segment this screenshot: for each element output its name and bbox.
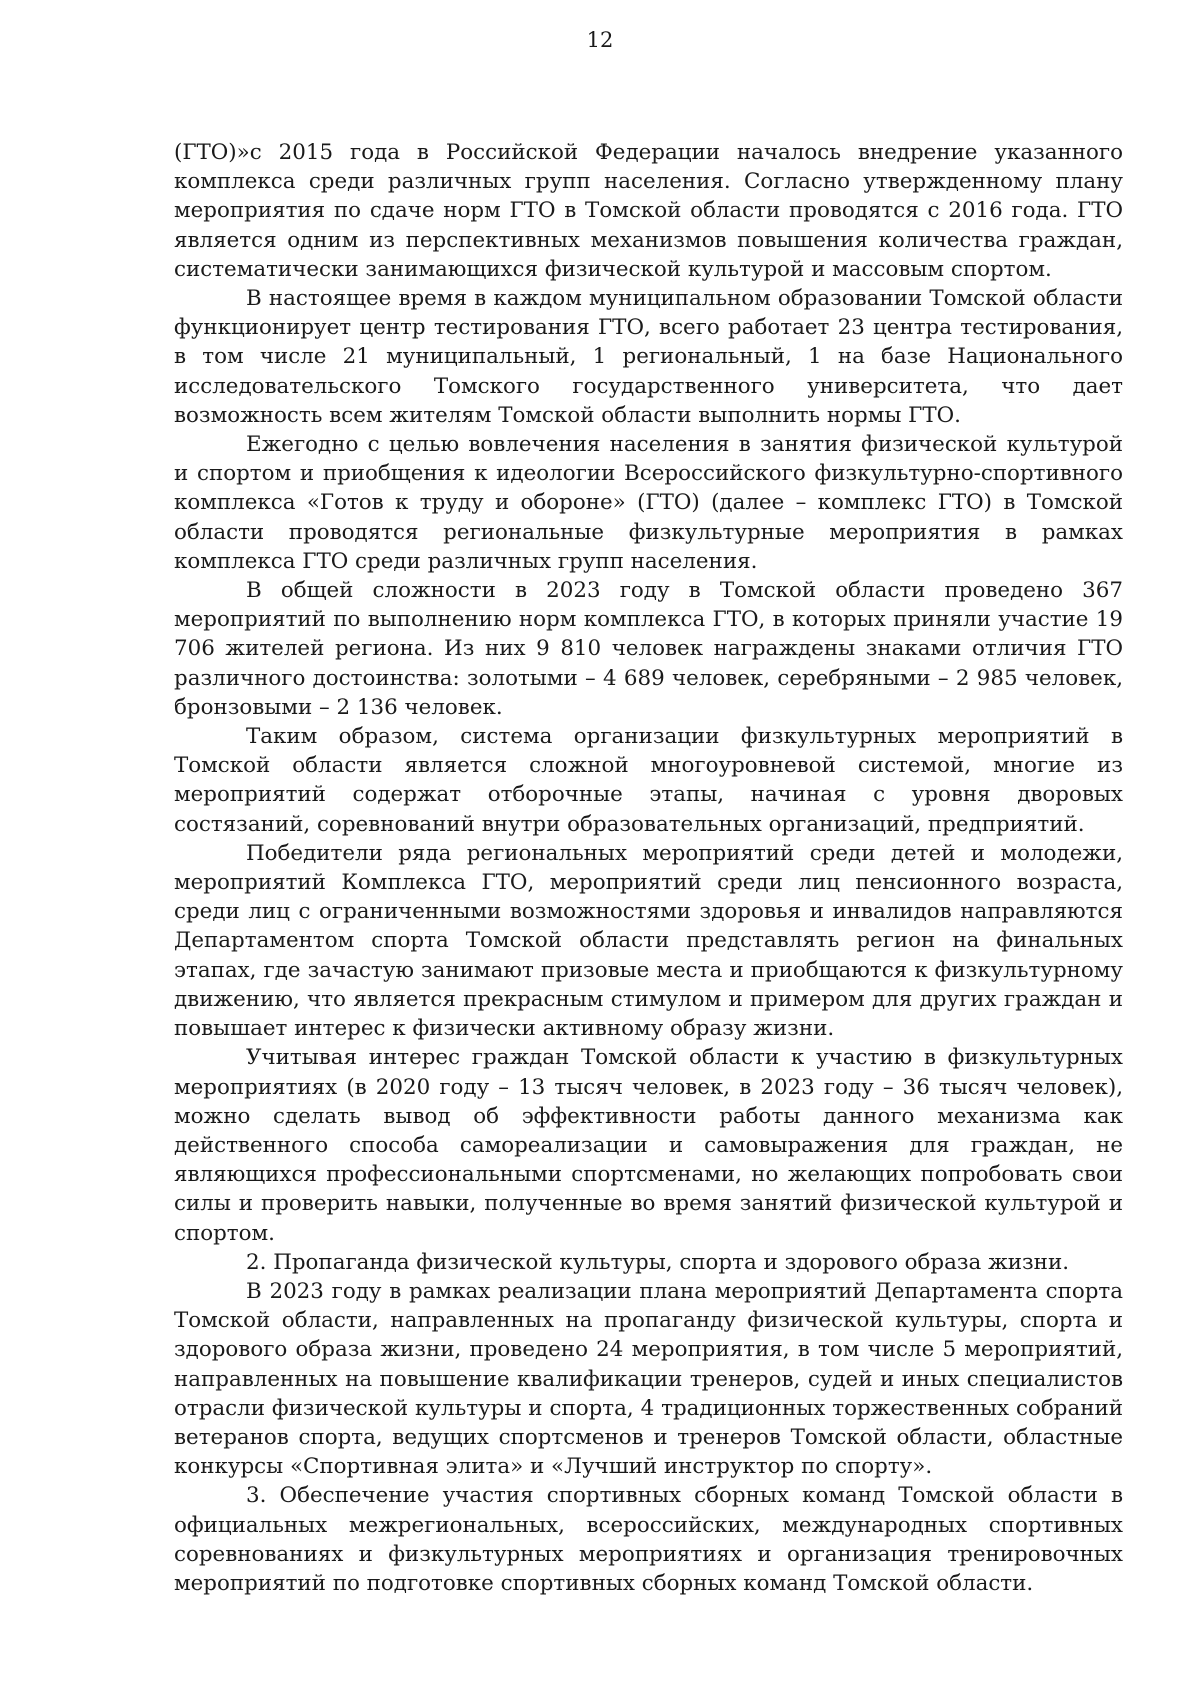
- paragraph-gto-introduction: (ГТО)»с 2015 года в Российской Федерации началось внедрение указанного комплекса среди различных групп населения. Согласно утвержденному плану мероприятия по сдаче норм ГТО в Томской области проводятся с 2016 года. ГТО является одним из перспективных механизмов повышения количества граждан, систематически занимающихся физической культурой и массовым спортом.: [174, 140, 1123, 282]
- paragraph-citizen-interest: Учитывая интерес граждан Томской области к участию в физкультурных мероприятиях (в 2020 году – 13 тысяч человек, в 2023 году – 36 тысяч человек), можно сделать вывод об эффективности работы данного механизма как действенного способа самореализации и самовыражения для граждан, не являющихся профессиональными спортсменами, но желающих попробовать свои силы и проверить навыки, полученные во время занятий физической культурой и спортом.: [174, 1045, 1123, 1246]
- paragraph-testing-centers: В настоящее время в каждом муниципальном образовании Томской области функционирует центр тестирования ГТО, всего работает 23 центра тестирования, в том числе 21 муниципальный, 1 региональный, 1 на базе Национального исследовательского Томского государственного университета, что дает возможность всем жителям Томской области выполнить нормы ГТО.: [174, 286, 1123, 428]
- document-body: [174, 138, 1123, 1598]
- paragraph-2023-statistics: В общей сложности в 2023 году в Томской области проведено 367 мероприятий по выполнению норм комплекса ГТО, в которых приняли участие 19 706 жителей региона. Из них 9 810 человек награждены знаками отличия ГТО различного достоинства: золотыми – 4 689 человек, серебряными – 2 985 человек, бронзовыми – 2 136 человек.: [174, 578, 1123, 720]
- paragraph-propaganda-events: В 2023 году в рамках реализации плана мероприятий Департамента спорта Томской области, направленных на пропаганду физической культуры, спорта и здорового образа жизни, проведено 24 мероприятия, в том числе 5 мероприятий, направленных на повышение квалификации тренеров, судей и иных специалистов отрасли физической культуры и спорта, 4 традиционных торжественных собраний ветеранов спорта, ведущих спортсменов и тренеров Томской области, областные конкурсы «Спортивная элита» и «Лучший инструктор по спорту».: [174, 1278, 1123, 1480]
- paragraph-annual-events: Ежегодно с целью вовлечения населения в занятия физической культурой и спортом и приобщения к идеологии Всероссийского физкультурно-спортивного комплекса «Готов к труду и обороне» (ГТО) (далее – комплекс ГТО) в Томской области проводятся региональные физкультурные мероприятия в рамках комплекса ГТО среди различных групп населения.: [174, 432, 1123, 574]
- section-heading-team-participation: 3. Обеспечение участия спортивных сборных команд Томской области в официальных межрегиональных, всероссийских, международных спортивных соревнованиях и физкультурных мероприятиях и организация тренировочных мероприятий по подготовке спортивных сборных команд Томской области.: [174, 1483, 1123, 1596]
- paragraph-event-system: Таким образом, система организации физкультурных мероприятий в Томской области является сложной многоуровневой системой, многие из мероприятий содержат отборочные этапы, начиная с уровня дворовых состязаний, соревнований внутри образовательных организаций, предприятий.: [174, 724, 1123, 837]
- section-heading-propaganda: 2. Пропаганда физической культуры, спорта и здорового образа жизни.: [246, 1249, 1069, 1275]
- page-number: 12: [586, 28, 614, 52]
- paragraph-winners: Победители ряда региональных мероприятий среди детей и молодежи, мероприятий Комплекса ГТО, мероприятий среди лиц пенсионного возраста, среди лиц с ограниченными возможностями здоровья и инвалидов направляются Департаментом спорта Томской области представлять регион на финальных этапах, где зачастую занимают призовые места и приобщаются к физкультурному движению, что является прекрасным стимулом и примером для других граждан и повышает интерес к физически активному образу жизни.: [174, 840, 1123, 1042]
